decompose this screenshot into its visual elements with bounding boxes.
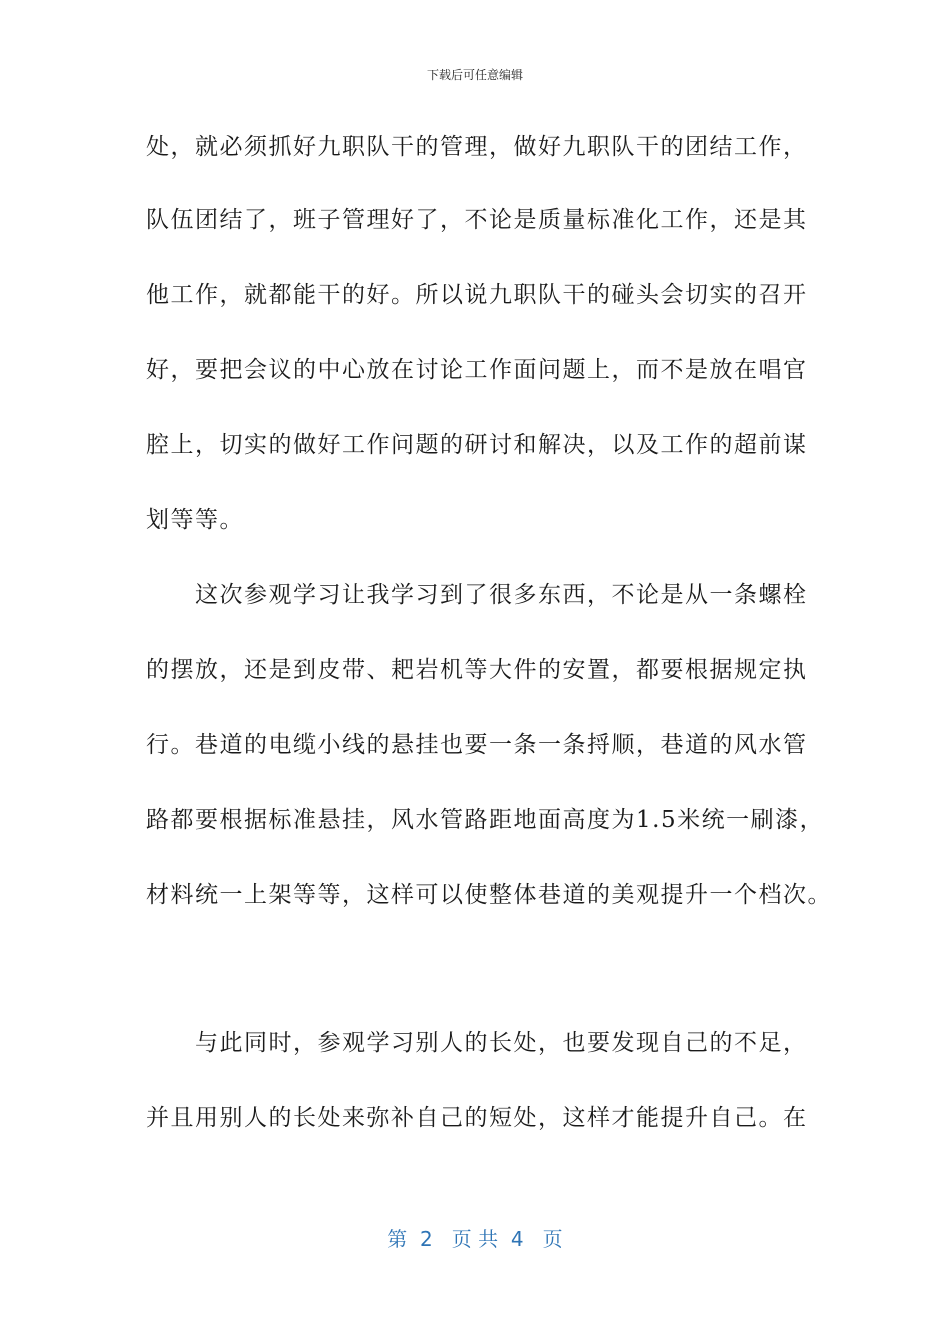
- text-line: 材料统一上架等等，这样可以使整体巷道的美观提升一个档次。: [146, 882, 832, 908]
- text-line: 的摆放，还是到皮带、耙岩机等大件的安置，都要根据规定执: [146, 657, 808, 683]
- text-line: 与此同时，参观学习别人的长处，也要发现自己的不足，: [146, 1030, 808, 1056]
- text-line: 行。巷道的电缆小线的悬挂也要一条一条捋顺，巷道的风水管: [146, 732, 808, 758]
- text-line: 并且用别人的长处来弥补自己的短处，这样才能提升自己。在: [146, 1105, 808, 1131]
- text-line: 处，就必须抓好九职队干的管理，做好九职队干的团结工作，: [146, 134, 808, 160]
- text-line: 他工作，就都能干的好。所以说九职队干的碰头会切实的召开: [146, 282, 808, 308]
- text-line: 队伍团结了，班子管理好了，不论是质量标准化工作，还是其: [146, 207, 808, 233]
- text-line: 划等等。: [146, 507, 244, 533]
- text-line: 这次参观学习让我学习到了很多东西，不论是从一条螺栓: [146, 582, 808, 608]
- text-line: 好，要把会议的中心放在讨论工作面问题上，而不是放在唱官: [146, 357, 808, 383]
- text-line: 腔上，切实的做好工作问题的研讨和解决，以及工作的超前谋: [146, 432, 808, 458]
- page-number: 第 2 页 共 4 页: [387, 1227, 563, 1251]
- text-line: 路都要根据标准悬挂，风水管路距地面高度为1.5米统一刷漆，: [146, 807, 825, 833]
- page-header: 下载后可任意编辑: [426, 68, 523, 82]
